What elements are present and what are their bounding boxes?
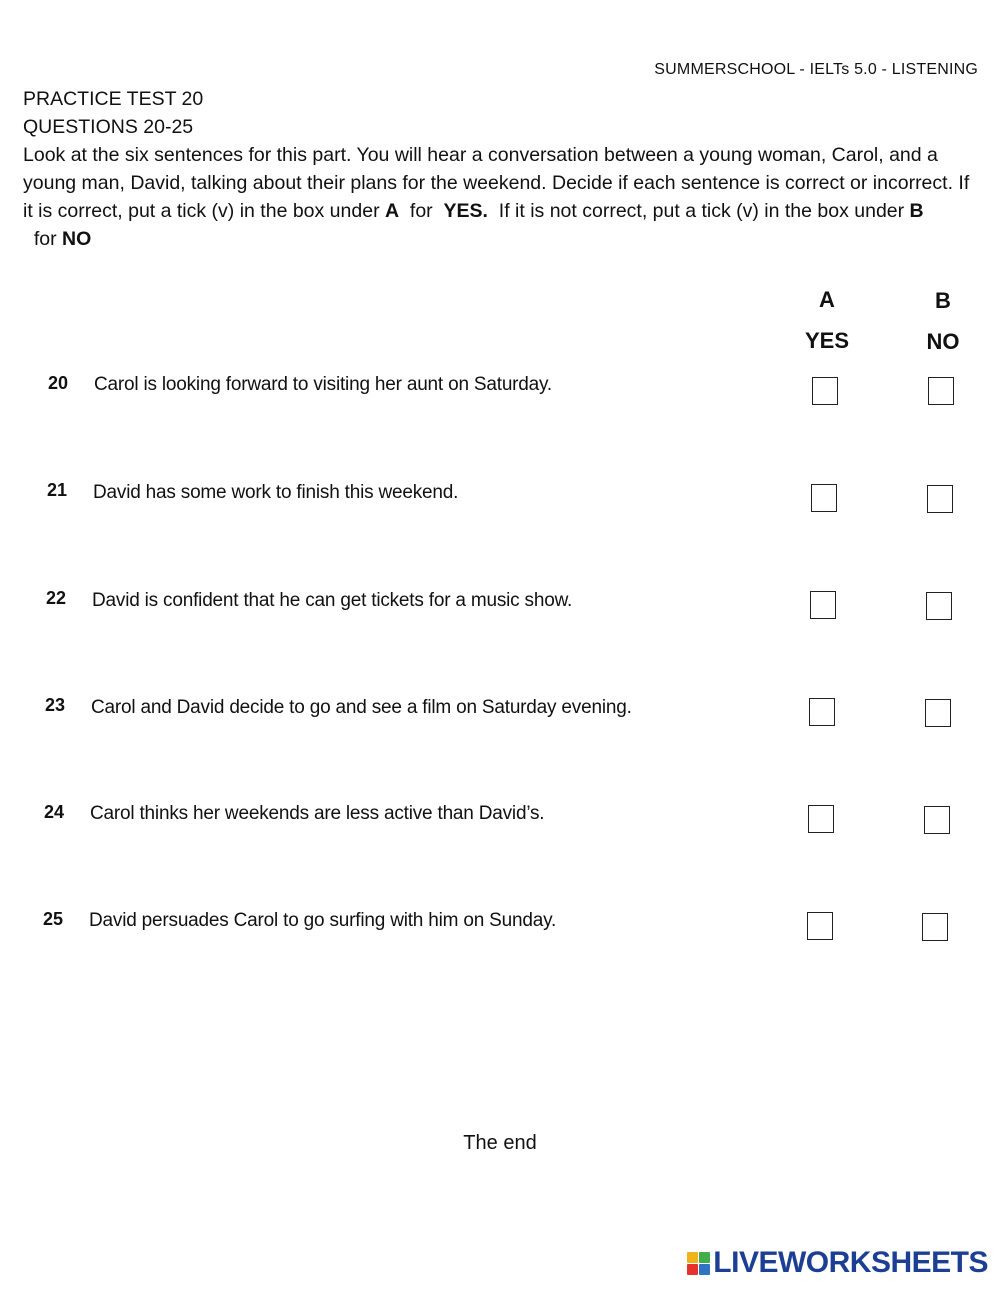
question-number: 23 (45, 695, 66, 715)
answer-yes-checkbox[interactable] (808, 805, 834, 833)
questions-range: QUESTIONS 20-25 (23, 116, 194, 138)
question-text: Carol and David decide to go and see a film on Saturday evening. (91, 697, 632, 718)
the-end-text: The end (463, 1132, 537, 1154)
logo-square-icon (687, 1252, 698, 1263)
answer-yes-checkbox[interactable] (811, 484, 837, 512)
instructions-text: Look at the six sentences for this part. You will hear a conversation between a young woman, Carol, and a young man, David, talking about their plans for the weekend. Decide if each sentence is correct or incorrect. If it is correct, put a tick (v) in the box under A for YES. If it is not correct, put a tick (v) in the box under B for NO (23, 144, 970, 250)
question-number: 25 (43, 909, 64, 929)
question-row (0, 693, 1000, 733)
column-a-letter: A (819, 287, 835, 312)
instructions (23, 85, 983, 253)
answer-yes-checkbox[interactable] (810, 591, 836, 619)
answer-yes-checkbox[interactable] (807, 912, 833, 940)
answer-no-checkbox[interactable] (924, 806, 950, 834)
column-b-letter: B (935, 288, 951, 313)
logo-square-icon (699, 1252, 710, 1263)
question-row (0, 800, 1000, 840)
answer-no-checkbox[interactable] (925, 699, 951, 727)
column-b-word: NO (926, 329, 960, 354)
logo-wordmark: LIVEWORKSHEETS (713, 1246, 988, 1279)
answer-no-checkbox[interactable] (922, 913, 948, 941)
liveworksheets-logo (687, 1246, 988, 1280)
question-text: David is confident that he can get tickets for a music show. (92, 590, 573, 611)
question-number: 24 (44, 802, 65, 822)
logo-square-icon (699, 1264, 710, 1275)
question-text: Carol is looking forward to visiting her aunt on Saturday. (94, 374, 553, 395)
column-a-word: YES (804, 328, 850, 353)
question-row (0, 586, 1000, 626)
question-row (0, 372, 1000, 412)
question-text: Carol thinks her weekends are less active than David’s. (90, 803, 545, 824)
answer-no-checkbox[interactable] (926, 592, 952, 620)
answer-yes-checkbox[interactable] (809, 698, 835, 726)
question-text: David persuades Carol to go surfing with him on Sunday. (89, 910, 557, 931)
answer-yes-checkbox[interactable] (812, 377, 838, 405)
question-number: 20 (48, 373, 69, 393)
liveworksheets-logo-icon (687, 1252, 710, 1275)
question-number: 21 (47, 480, 68, 500)
course-header: SUMMERSCHOOL - IELTs 5.0 - LISTENING (654, 61, 978, 78)
question-row (0, 479, 1000, 519)
logo-square-icon (687, 1264, 698, 1275)
test-title: PRACTICE TEST 20 (23, 88, 204, 110)
answer-no-checkbox[interactable] (928, 377, 954, 405)
question-row (0, 907, 1000, 947)
question-number: 22 (46, 588, 67, 608)
question-text: David has some work to finish this weekend. (93, 482, 459, 503)
answer-no-checkbox[interactable] (927, 485, 953, 513)
